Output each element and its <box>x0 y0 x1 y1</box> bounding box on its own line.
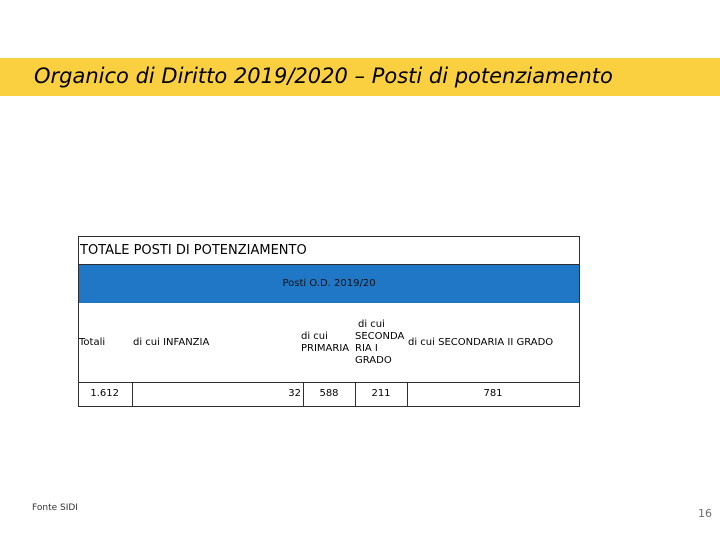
potenziamento-table <box>78 236 580 407</box>
col-header-sec-i-line3: RIA I <box>355 343 378 354</box>
col-header-primaria <box>301 331 357 355</box>
col-header-totali: Totali <box>79 337 106 348</box>
table-subheader: Posti O.D. 2019/20 <box>79 265 579 303</box>
col-header-infanzia: di cui INFANZIA <box>133 337 210 348</box>
row-divider <box>79 382 579 383</box>
table-title: TOTALE POSTI DI POTENZIAMENTO <box>79 237 579 265</box>
slide-title: Organico di Diritto 2019/2020 – Posti di potenziamento <box>34 64 613 88</box>
value-totali: 1.612 <box>90 388 119 399</box>
value-primaria: 588 <box>319 388 339 399</box>
col-header-sec-i-line4: GRADO <box>355 355 392 366</box>
col-header-primaria-line1: di cui <box>301 331 328 342</box>
col-header-sec-i-line2: SECONDA <box>355 331 405 342</box>
source-note: Fonte SIDI <box>32 503 78 513</box>
page-number: 16 <box>698 507 712 520</box>
col-header-primaria-line2: PRIMARIA <box>301 343 350 354</box>
col-header-sec-i-line1: di cui <box>358 319 385 330</box>
col-header-secondaria-i <box>355 319 405 367</box>
value-infanzia: 32 <box>288 388 301 399</box>
value-secondaria-ii: 781 <box>483 388 503 399</box>
value-secondaria-i: 211 <box>371 388 391 399</box>
col-header-secondaria-ii: di cui SECONDARIA II GRADO <box>408 337 554 348</box>
